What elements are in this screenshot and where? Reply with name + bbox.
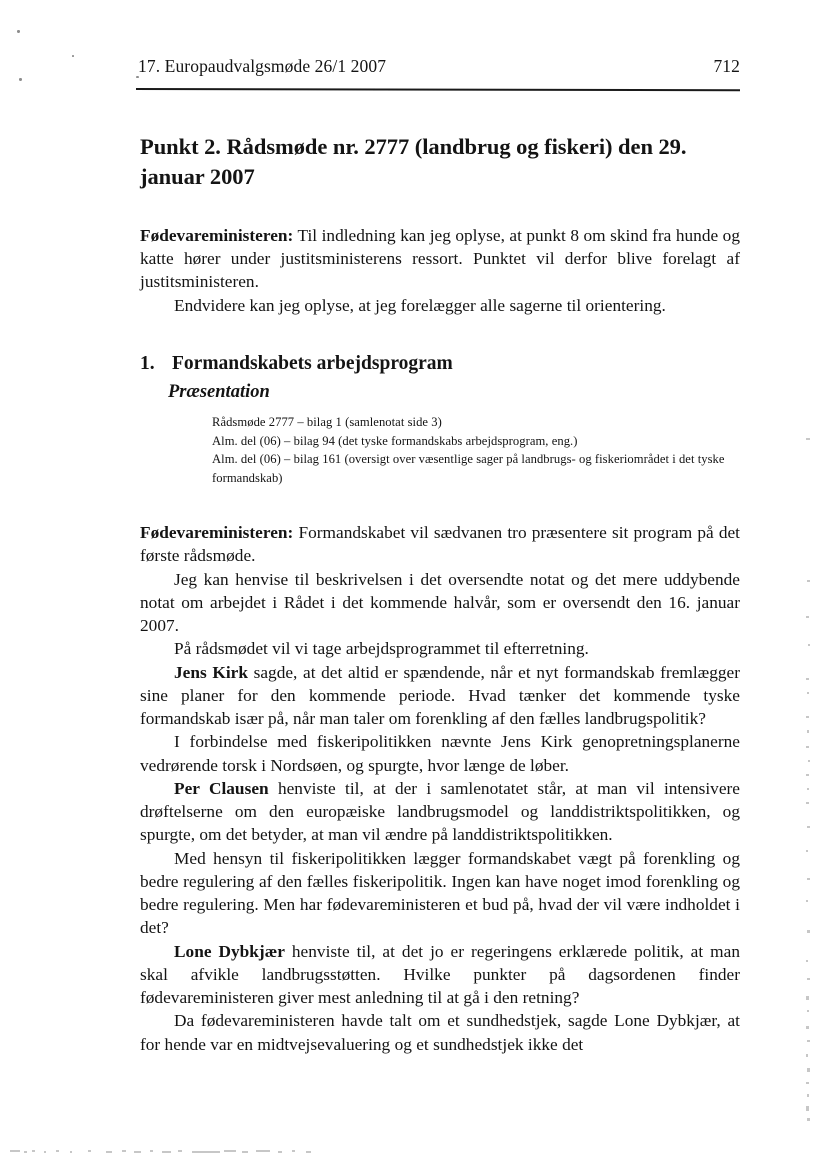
speaker-label: Fødevareministeren: (140, 523, 294, 543)
reference-line: Alm. del (06) – bilag 94 (det tyske formandskabs arbejdsprogram, eng.) (212, 433, 578, 448)
reference-line: Rådsmøde 2777 – bilag 1 (samlenotat side 3) (212, 415, 442, 430)
paragraph-text: henviste til, at der i samlenotatet står, at man vil intensivere drøftelserne om den europæiske landbrugsmodel og landdistriktspolitikken, og spurgte, om det betyder, at man vil ændre på landdistriktspolitikken. (140, 778, 740, 845)
scan-speckle (72, 55, 74, 57)
paragraph-discussion-6 (140, 777, 740, 847)
text-column (140, 132, 740, 1056)
section-number: 1. (140, 352, 155, 374)
scan-edge-noise (806, 430, 812, 1130)
paragraph-text: sagde, at det altid er spændende, når et nyt formandskab fremlægger sine planer for den kommende periode. Hvad tænker det kommende tyske formandskab især på, når man taler om forenkling af den fælles landbrugspolitik? (140, 662, 741, 729)
paragraph-text: Til indledning kan jeg oplyse, at punkt 8 om skind fra hunde og katte hører under justitsministerens ressort. Punktet vil derfor blive forelagt af justitsministeren. (140, 225, 740, 292)
paragraph-discussion-8 (140, 940, 740, 1010)
paragraph-discussion-9: Da fødevareministeren havde talt om et sundhedstjek, sagde Lone Dybkjær, at for hende var en midtvejsevaluering og et sundhedstjek ikke det (140, 1011, 740, 1054)
paragraph-discussion-3: På rådsmødet vil vi tage arbejdsprogrammet til efterretning. (174, 639, 589, 659)
section-heading (140, 351, 740, 376)
header-divider-rule (136, 88, 740, 91)
paragraph-discussion-1 (140, 521, 740, 568)
speaker-label: Jens Kirk (174, 662, 248, 682)
scan-bottom-noise (10, 1150, 340, 1155)
reference-block (140, 413, 740, 487)
reference-line: Alm. del (06) – bilag 161 (oversigt over væsentlige sager på landbrugs- og fiskeriområdet i det tyske formandskab) (212, 452, 725, 485)
running-head-title: 17. Europaudvalgsmøde 26/1 2007 (138, 56, 387, 76)
speaker-label: Fødevareministeren: (140, 225, 294, 245)
paragraph-discussion-4 (140, 661, 740, 731)
running-head (138, 56, 740, 77)
page-title: Punkt 2. Rådsmøde nr. 2777 (landbrug og fiskeri) den 29. januar 2007 (140, 134, 687, 189)
speaker-label: Per Clausen (174, 778, 269, 798)
page-number: 712 (713, 56, 740, 76)
paragraph-text: henviste til, at det jo er regeringens erklærede politik, at man skal afvikle landbrugsstøtten. Hvilke punkter på dagsordenen finder fødevareministeren giver mest anledning til at gå i den retning? (140, 941, 740, 1008)
paragraph-discussion-5: I forbindelse med fiskeripolitikken nævnte Jens Kirk genopretningsplanerne vedrørende torsk i Nordsøen, og spurgte, hvor længe de løber. (140, 732, 740, 775)
section-subheading: Præsentation (168, 382, 270, 403)
scan-speckle (19, 78, 22, 81)
paragraph-discussion-7: Med hensyn til fiskeripolitikken lægger formandskabet vægt på forenkling og bedre regulering af den fælles fiskeripolitik. Ingen kan have noget imod forenkling og bedre regulering. Men har fødevareministeren et bud på, hvad der vil være indholdet i det? (140, 848, 740, 938)
section-heading-text: Formandskabets arbejdsprogram (172, 352, 453, 374)
paragraph-text: Formandskabet vil sædvanen tro præsentere sit program på det første rådsmøde. (140, 523, 740, 566)
paragraph-intro-1 (140, 224, 740, 294)
paragraph-discussion-2: Jeg kan henvise til beskrivelsen i det oversendte notat og det mere uddybende notat om arbejdet i Rådet i det kommende halvår, som er oversendt den 16. januar 2007. (140, 569, 740, 636)
speaker-label: Lone Dybkjær (174, 941, 285, 961)
scan-speckle (17, 30, 20, 33)
paragraph-intro-2: Endvidere kan jeg oplyse, at jeg forelægger alle sagerne til orientering. (174, 295, 666, 315)
